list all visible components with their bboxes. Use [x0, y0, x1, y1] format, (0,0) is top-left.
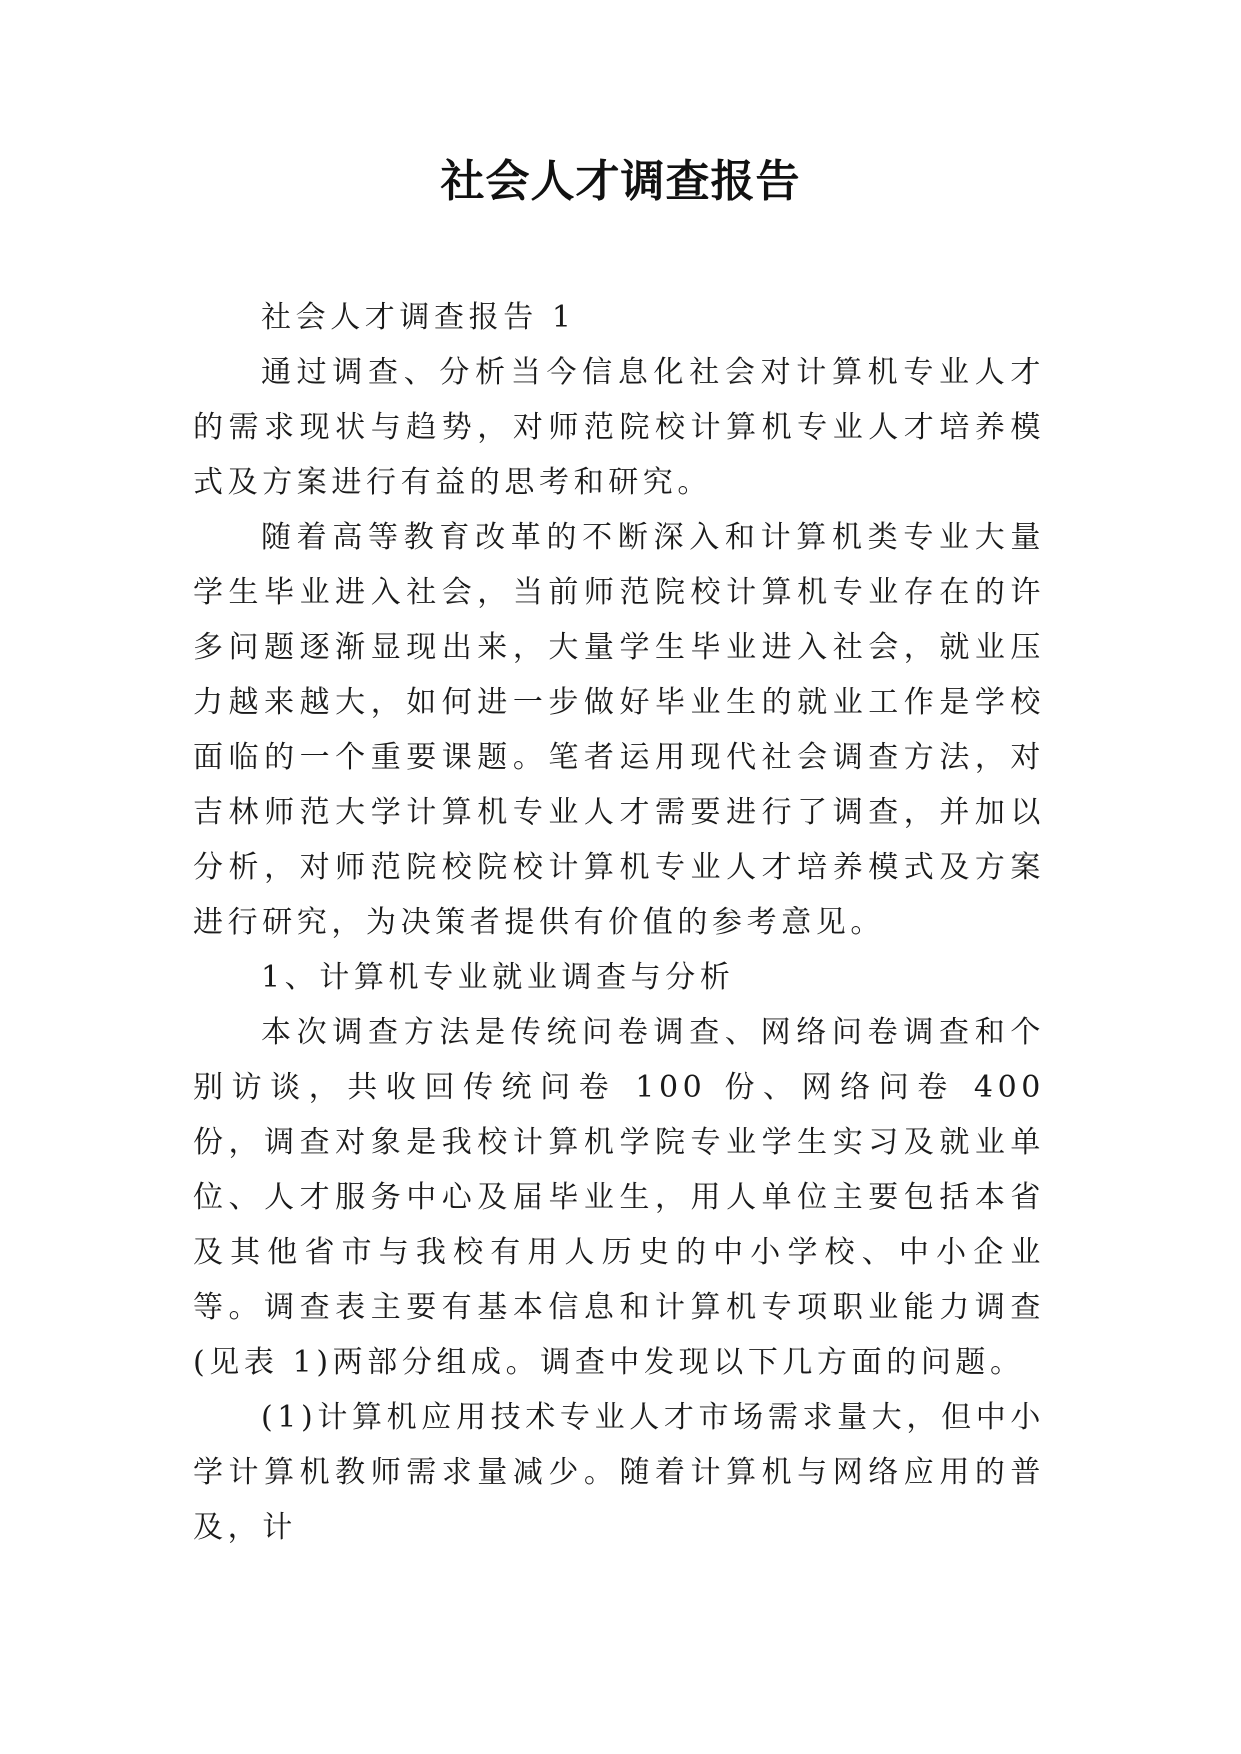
document-title: 社会人才调查报告 — [440, 156, 801, 207]
paragraph-finding-1: (1)计算机应用技术专业人才市场需求量大，但中小学计算机教师需求量减少。随着计算机与网络应用的普及，计 — [193, 1400, 1045, 1545]
paragraph-background: 随着高等教育改革的不断深入和计算机类专业大量学生毕业进入社会，当前师范院校计算机专业存在的许多问题逐渐显现出来，大量学生毕业进入社会，就业压力越来越大，如何进一步做好毕业生的就业工作是学校面临的一个重要课题。笔者运用现代社会调查方法，对吉林师范大学计算机专业人才需要进行了调查，并加以分析，对师范院校院校计算机专业人才培养模式及方案进行研究，为决策者提供有价值的参考意见。 — [193, 520, 1045, 940]
section-heading: 1、计算机专业就业调查与分析 — [261, 960, 735, 995]
report-subtitle: 社会人才调查报告 1 — [261, 300, 576, 335]
paragraph-intro: 通过调查、分析当今信息化社会对计算机专业人才的需求现状与趋势，对师范院校计算机专业人才培养模式及方案进行有益的思考和研究。 — [193, 355, 1045, 500]
document-body — [193, 290, 1045, 1555]
paragraph-method: 本次调查方法是传统问卷调查、网络问卷调查和个别访谈，共收回传统问卷 100 份、网络问卷 400 份，调查对象是我校计算机学院专业学生实习及就业单位、人才服务中心及届毕业生，用人单位主要包括本省及其他省市与我校有用人历史的中小学校、中小企业等。调查表主要有基本信息和计算机专项职业能力调查(见表 1)两部分组成。调查中发现以下几方面的问题。 — [193, 1015, 1045, 1380]
